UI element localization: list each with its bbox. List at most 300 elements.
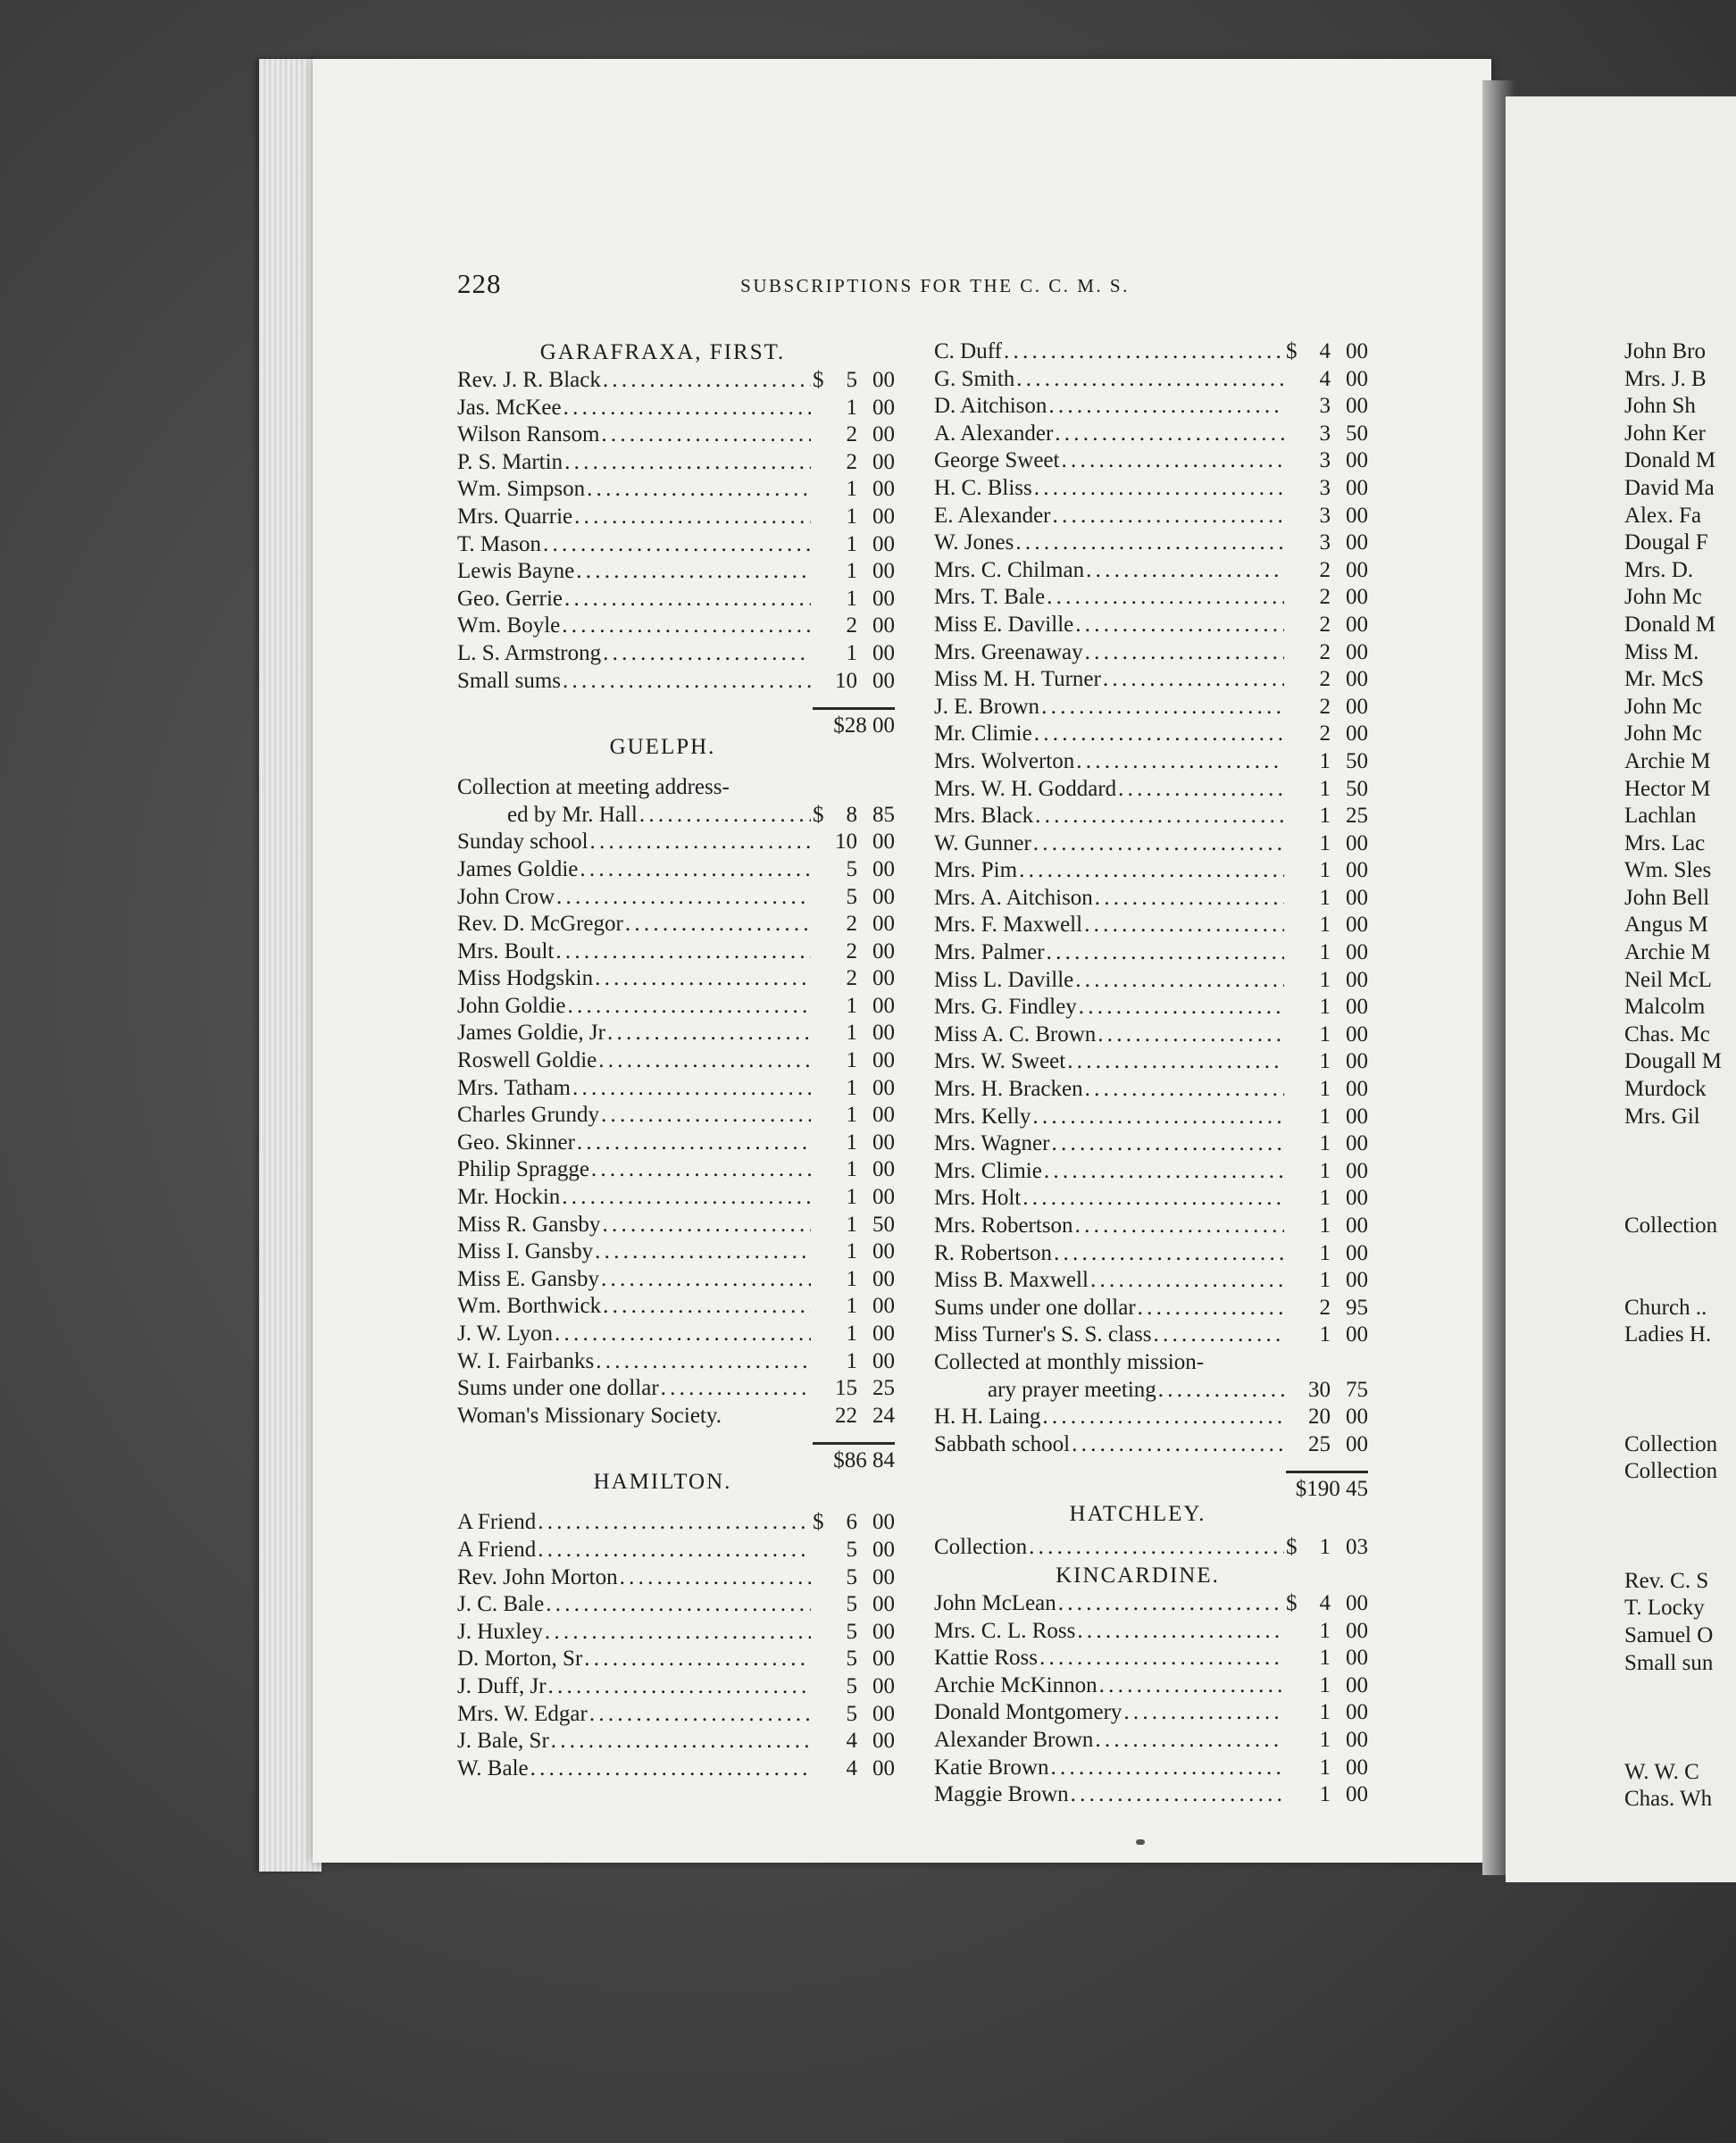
fragment-line: Mrs. D. bbox=[1624, 557, 1694, 582]
fragment-line: David Ma bbox=[1624, 475, 1715, 500]
list-item bbox=[457, 1020, 895, 1047]
entry-name: Mrs. Kelly bbox=[934, 1104, 1031, 1129]
entry-name: Donald Montgomery bbox=[934, 1700, 1123, 1725]
entry-name: Mrs. Holt bbox=[934, 1186, 1022, 1211]
entry-amount: 1 00 bbox=[846, 640, 895, 665]
list-item bbox=[934, 776, 1368, 804]
entry-amount: 1 00 bbox=[846, 504, 895, 529]
fragment-line: Chas. Mc bbox=[1624, 1021, 1710, 1046]
entry-amount: 1 00 bbox=[1319, 1755, 1368, 1780]
fragment-block bbox=[1624, 1431, 1736, 1486]
entry-amount: 2 00 bbox=[1319, 612, 1368, 637]
entry-amount: 2 00 bbox=[846, 422, 895, 447]
list-item bbox=[934, 557, 1368, 585]
entry-name: Geo. Skinner bbox=[457, 1130, 575, 1155]
list-item bbox=[457, 504, 895, 531]
list-item bbox=[934, 1021, 1368, 1049]
entry-name: Mrs. H. Bracken bbox=[934, 1077, 1083, 1102]
entry-amount: 1 00 bbox=[1319, 1322, 1368, 1347]
entry-name: Wm. Boyle bbox=[457, 613, 561, 638]
entry-amount: 5 00 bbox=[846, 1647, 895, 1672]
entry-name: E. Alexander bbox=[934, 503, 1051, 528]
list-item bbox=[934, 1185, 1368, 1213]
entry-name: C. Duff bbox=[934, 339, 1002, 363]
fragment-line: Samuel O bbox=[1624, 1622, 1714, 1647]
right-page-fragments bbox=[1624, 338, 1736, 1814]
entry-name: Wm. Borthwick bbox=[457, 1294, 602, 1319]
entry-name: Archie McKinnon bbox=[934, 1672, 1098, 1697]
list-item bbox=[457, 531, 895, 559]
hamilton-continued-list bbox=[934, 338, 1368, 1349]
entry-amount: 1 00 bbox=[846, 1157, 895, 1182]
list-item bbox=[934, 857, 1368, 885]
entry-name: Miss R. Gansby bbox=[457, 1212, 601, 1237]
entry-amount: $ 4 00 bbox=[1286, 1590, 1368, 1615]
entry-amount: 1 00 bbox=[846, 1239, 895, 1264]
dot-leader bbox=[1041, 694, 1284, 721]
entry-amount: 1 00 bbox=[846, 1322, 895, 1346]
entry-name: W. I. Fairbanks bbox=[457, 1348, 595, 1373]
list-item bbox=[934, 1076, 1368, 1104]
fragment-line: Dougal F bbox=[1624, 530, 1708, 555]
list-item bbox=[934, 1781, 1368, 1809]
entry-amount: 30 75 bbox=[1308, 1377, 1368, 1402]
dot-leader bbox=[1118, 776, 1284, 804]
entry-amount: 2 00 bbox=[846, 938, 895, 963]
dot-leader bbox=[546, 1591, 811, 1619]
dot-leader bbox=[1019, 857, 1284, 885]
dot-leader bbox=[564, 586, 811, 613]
list-item bbox=[457, 1673, 895, 1701]
entry-amount: 1 00 bbox=[1319, 940, 1368, 965]
hatchley-list bbox=[934, 1534, 1368, 1562]
entry-amount: 3 00 bbox=[1319, 394, 1368, 419]
list-item bbox=[457, 1646, 895, 1673]
list-item bbox=[457, 911, 895, 938]
entry-name: Rev. John Morton bbox=[457, 1564, 618, 1589]
entry-name: Lewis Bayne bbox=[457, 559, 575, 584]
list-item bbox=[934, 338, 1368, 366]
list-item bbox=[934, 639, 1368, 667]
list-item bbox=[457, 613, 895, 640]
dot-leader bbox=[1054, 1240, 1284, 1268]
dot-leader bbox=[530, 1755, 811, 1783]
entry-amount: $ 1 03 bbox=[1286, 1535, 1368, 1560]
list-item bbox=[934, 1534, 1368, 1562]
entry-amount: 1 00 bbox=[846, 1075, 895, 1100]
entry-name: Miss Turner's S. S. class bbox=[934, 1322, 1152, 1347]
entry-amount: 22 24 bbox=[835, 1403, 895, 1428]
entry-name: Charles Grundy bbox=[457, 1103, 599, 1128]
entry-name: H. C. Bliss bbox=[934, 475, 1032, 500]
entry-amount: $ 6 00 bbox=[813, 1510, 895, 1535]
dot-leader bbox=[538, 1537, 811, 1564]
dot-leader bbox=[1034, 721, 1284, 748]
entry-amount: 1 00 bbox=[846, 1348, 895, 1373]
fragment-line: John Sh bbox=[1624, 394, 1696, 419]
list-item bbox=[934, 1755, 1368, 1782]
entry-name: T. Mason bbox=[457, 531, 541, 556]
dot-leader bbox=[595, 965, 811, 993]
entry-name: James Goldie, Jr bbox=[457, 1021, 605, 1046]
dot-leader bbox=[587, 476, 811, 504]
entry-amount: 5 00 bbox=[846, 1537, 895, 1562]
entry-amount: 1 00 bbox=[1319, 1131, 1368, 1156]
entry-name: Mrs. W. H. Goddard bbox=[934, 776, 1117, 801]
list-item bbox=[457, 1403, 895, 1430]
list-item bbox=[934, 475, 1368, 503]
list-item bbox=[934, 421, 1368, 448]
fragment-block bbox=[1624, 1759, 1736, 1814]
list-item bbox=[457, 1184, 895, 1212]
fragment-line: Donald M bbox=[1624, 612, 1716, 637]
entry-amount: 1 00 bbox=[846, 993, 895, 1018]
entry-amount: 1 00 bbox=[1319, 913, 1368, 938]
list-item bbox=[934, 1404, 1368, 1431]
hamilton-total: $190 45 bbox=[1295, 1477, 1368, 1502]
entry-amount: 1 00 bbox=[1319, 1240, 1368, 1265]
dot-leader bbox=[602, 1212, 811, 1239]
entry-amount: 5 00 bbox=[846, 1673, 895, 1698]
entry-name: Wilson Ransom bbox=[457, 422, 600, 447]
entry-amount: 1 00 bbox=[846, 559, 895, 584]
dot-leader bbox=[580, 856, 811, 884]
list-item bbox=[934, 912, 1368, 939]
entry-amount: 5 00 bbox=[846, 1701, 895, 1726]
list-item bbox=[934, 1672, 1368, 1700]
list-item bbox=[457, 1321, 895, 1348]
entry-name: D. Morton, Sr bbox=[457, 1647, 583, 1672]
entry-name: John McLean bbox=[934, 1590, 1056, 1615]
dot-leader bbox=[1076, 748, 1284, 776]
entry-name: Mrs. Climie bbox=[934, 1158, 1042, 1183]
fragment-line: Mrs. J. B bbox=[1624, 366, 1707, 391]
dot-leader bbox=[1022, 1185, 1284, 1213]
fragment-line: Archie M bbox=[1624, 748, 1711, 773]
dot-leader bbox=[584, 1646, 811, 1673]
entry-name: Mrs. C. Chilman bbox=[934, 557, 1085, 582]
dot-leader bbox=[568, 993, 811, 1021]
entry-name: Collection bbox=[934, 1535, 1028, 1560]
fragment-line: Murdock bbox=[1624, 1077, 1707, 1102]
dot-leader bbox=[1153, 1322, 1284, 1349]
entry-amount: 1 00 bbox=[846, 1294, 895, 1319]
entry-amount: 1 00 bbox=[1319, 1618, 1368, 1643]
list-item bbox=[934, 1590, 1368, 1618]
entry-amount: 1 00 bbox=[846, 586, 895, 611]
list-item bbox=[457, 774, 895, 802]
list-item bbox=[934, 1240, 1368, 1268]
list-item bbox=[457, 1238, 895, 1266]
dot-leader bbox=[601, 421, 811, 449]
entry-amount: 1 50 bbox=[1319, 776, 1368, 801]
entry-amount: 2 95 bbox=[1319, 1295, 1368, 1320]
entry-name: John Goldie bbox=[457, 993, 566, 1018]
list-item bbox=[934, 1699, 1368, 1727]
list-item bbox=[934, 939, 1368, 967]
list-item bbox=[934, 666, 1368, 694]
list-item bbox=[457, 1375, 895, 1403]
entry-amount: 2 00 bbox=[1319, 585, 1368, 610]
fragment-line: John Mc bbox=[1624, 721, 1702, 746]
fragment-line: Chas. Wh bbox=[1624, 1787, 1713, 1812]
entry-name: Mrs. Wagner bbox=[934, 1131, 1050, 1156]
list-item bbox=[457, 938, 895, 966]
entry-amount: 1 00 bbox=[1319, 1727, 1368, 1752]
entry-name: A. Alexander bbox=[934, 421, 1054, 446]
entry-name: J. Bale, Sr bbox=[457, 1729, 549, 1754]
entry-name: Mrs. A. Aitchison bbox=[934, 885, 1093, 910]
dot-leader bbox=[1086, 557, 1284, 585]
list-item bbox=[934, 885, 1368, 913]
entry-name: Sums under one dollar bbox=[457, 1376, 659, 1401]
dot-leader bbox=[1158, 1377, 1284, 1405]
entry-name: Maggie Brown bbox=[934, 1782, 1069, 1807]
fragment-line: Miss M. bbox=[1624, 639, 1699, 664]
dot-leader bbox=[577, 1130, 811, 1157]
entry-amount: 1 00 bbox=[1319, 995, 1368, 1020]
dot-leader bbox=[603, 640, 811, 668]
entry-name: Jas. McKee bbox=[457, 395, 562, 420]
fragment-line: Neil McL bbox=[1624, 967, 1712, 992]
entry-amount: 2 00 bbox=[1319, 694, 1368, 719]
entry-name: Mrs. Black bbox=[934, 804, 1034, 829]
hamilton-tail-list bbox=[934, 1404, 1368, 1458]
dot-leader bbox=[562, 1184, 811, 1212]
list-item bbox=[457, 1755, 895, 1783]
dot-leader bbox=[625, 911, 811, 938]
fragment-line: Archie M bbox=[1624, 940, 1711, 965]
entry-amount: 1 00 bbox=[1319, 1104, 1368, 1129]
entry-name: Katie Brown bbox=[934, 1755, 1049, 1780]
dot-leader bbox=[1123, 1699, 1284, 1727]
dot-leader bbox=[1004, 338, 1284, 366]
list-item bbox=[457, 395, 895, 422]
entry-name: Mrs. G. Findley bbox=[934, 995, 1077, 1020]
fragment-line: Dougall M bbox=[1624, 1049, 1723, 1074]
section-heading-garafraxa: GARAFRAXA, FIRST. bbox=[539, 340, 786, 364]
fragment-line: John Mc bbox=[1624, 585, 1702, 610]
entry-name: L. S. Armstrong bbox=[457, 640, 602, 665]
dot-leader bbox=[563, 395, 811, 422]
dot-leader bbox=[601, 1266, 811, 1294]
dot-leader bbox=[1077, 1618, 1284, 1646]
fragment-line: Mrs. Lac bbox=[1624, 830, 1706, 855]
list-item bbox=[934, 721, 1368, 748]
entry-amount: 5 00 bbox=[846, 1619, 895, 1644]
dot-leader bbox=[1071, 1781, 1284, 1809]
entry-amount: 1 00 bbox=[1319, 858, 1368, 883]
list-item bbox=[457, 1701, 895, 1729]
dot-leader bbox=[1075, 967, 1284, 995]
column-a bbox=[457, 338, 895, 1782]
entry-amount: 1 00 bbox=[846, 1103, 895, 1128]
list-item bbox=[457, 1564, 895, 1592]
entry-name: Mrs. W. Sweet bbox=[934, 1049, 1066, 1074]
entry-name: Mrs. W. Edgar bbox=[457, 1701, 588, 1726]
entry-amount: 1 00 bbox=[1319, 830, 1368, 855]
entry-amount: 3 00 bbox=[1319, 448, 1368, 473]
entry-name: James Goldie bbox=[457, 856, 579, 881]
list-item bbox=[457, 1212, 895, 1239]
dot-leader bbox=[555, 938, 811, 966]
entry-name: Alexander Brown bbox=[934, 1727, 1094, 1752]
fragment-line: Donald M bbox=[1624, 448, 1716, 473]
entry-amount: $ 4 00 bbox=[1286, 339, 1368, 363]
entry-name: Mrs. Tatham bbox=[457, 1075, 571, 1100]
list-item bbox=[457, 1293, 895, 1321]
fragment-line: Malcolm bbox=[1624, 995, 1706, 1020]
list-item bbox=[457, 829, 895, 856]
dot-leader bbox=[1034, 475, 1284, 503]
entry-amount: 3 00 bbox=[1319, 530, 1368, 555]
entry-amount: 3 00 bbox=[1319, 503, 1368, 528]
list-item bbox=[457, 856, 895, 884]
entry-amount: 2 00 bbox=[846, 966, 895, 991]
list-item bbox=[457, 1102, 895, 1130]
list-item bbox=[934, 1727, 1368, 1755]
fragment-line: Church .. bbox=[1624, 1295, 1707, 1320]
entry-amount: 1 00 bbox=[1319, 1268, 1368, 1293]
dot-leader bbox=[1016, 366, 1284, 394]
list-item bbox=[457, 1130, 895, 1157]
section-heading-hatchley: HATCHLEY. bbox=[1069, 1502, 1206, 1527]
entry-name: ary prayer meeting bbox=[988, 1377, 1156, 1402]
dot-leader bbox=[607, 1020, 811, 1047]
fragment-line: John Mc bbox=[1624, 694, 1702, 719]
entry-name: Small sums bbox=[457, 668, 561, 693]
list-item bbox=[934, 584, 1368, 612]
entry-name: Mrs. Robertson bbox=[934, 1213, 1073, 1238]
running-title: SUBSCRIPTIONS FOR THE C. C. M. S. bbox=[740, 275, 1130, 296]
page-number: 228 bbox=[457, 268, 502, 299]
fragment-block bbox=[1624, 1568, 1736, 1677]
entry-amount: 10 00 bbox=[835, 830, 895, 855]
entry-amount: 1 00 bbox=[1319, 1186, 1368, 1211]
dot-leader bbox=[556, 884, 811, 912]
list-item bbox=[934, 803, 1368, 830]
dot-leader bbox=[595, 1238, 811, 1266]
list-item bbox=[934, 1295, 1368, 1322]
fragment-line: Ladies H. bbox=[1624, 1322, 1712, 1347]
scan-speck bbox=[1136, 1839, 1145, 1845]
entry-name: Sums under one dollar bbox=[934, 1295, 1136, 1320]
entry-name: R. Robertson bbox=[934, 1240, 1052, 1265]
dot-leader bbox=[1050, 1755, 1284, 1782]
dot-leader bbox=[1048, 393, 1284, 421]
entry-amount: $ 8 85 bbox=[813, 802, 895, 827]
dot-leader bbox=[661, 1375, 811, 1403]
entry-name: Mrs. Palmer bbox=[934, 940, 1045, 965]
list-item bbox=[457, 1728, 895, 1755]
fragment-block bbox=[1624, 1213, 1736, 1240]
fragment-line: T. Locky bbox=[1624, 1596, 1705, 1621]
entry-amount: 1 00 bbox=[1319, 1049, 1368, 1074]
list-item bbox=[934, 1267, 1368, 1295]
dot-leader bbox=[1099, 1672, 1284, 1700]
entry-name: J. Duff, Jr bbox=[457, 1673, 547, 1698]
list-item bbox=[934, 529, 1368, 557]
entry-name: Woman's Missionary Society. bbox=[457, 1403, 722, 1428]
dot-leader bbox=[545, 1619, 811, 1647]
entry-name: ed by Mr. Hall bbox=[507, 802, 638, 827]
list-item bbox=[934, 1048, 1368, 1076]
list-item bbox=[457, 1591, 895, 1619]
entry-amount: 2 00 bbox=[1319, 667, 1368, 692]
hamilton-list bbox=[457, 1509, 895, 1782]
dot-leader bbox=[551, 1728, 811, 1755]
entry-amount: 1 00 bbox=[1319, 885, 1368, 910]
dot-leader bbox=[1055, 421, 1284, 448]
entry-name: Miss B. Maxwell bbox=[934, 1268, 1089, 1293]
entry-name: Wm. Simpson bbox=[457, 477, 586, 502]
entry-amount: 1 00 bbox=[846, 1048, 895, 1073]
column-b bbox=[934, 338, 1368, 1809]
list-item bbox=[457, 1156, 895, 1184]
list-item bbox=[934, 1645, 1368, 1672]
dot-leader bbox=[564, 449, 811, 477]
entry-amount: 1 50 bbox=[846, 1212, 895, 1237]
dot-leader bbox=[576, 558, 811, 586]
fragment-line: Rev. C. S bbox=[1624, 1568, 1709, 1593]
dot-leader bbox=[1085, 639, 1284, 667]
entry-name: A Friend bbox=[457, 1510, 537, 1535]
list-item bbox=[457, 1075, 895, 1103]
dot-leader bbox=[1138, 1295, 1284, 1322]
entry-amount: 2 00 bbox=[1319, 557, 1368, 582]
fragment-line: Wm. Sles bbox=[1624, 858, 1712, 883]
dot-leader bbox=[538, 1509, 811, 1537]
list-item bbox=[934, 1130, 1368, 1158]
entry-amount: 1 00 bbox=[1319, 1646, 1368, 1671]
dot-leader bbox=[1039, 1645, 1284, 1672]
list-item bbox=[457, 1537, 895, 1564]
list-item bbox=[934, 612, 1368, 639]
entry-amount: 1 00 bbox=[846, 395, 895, 420]
dot-leader bbox=[1035, 803, 1284, 830]
list-item bbox=[934, 1349, 1368, 1377]
list-item bbox=[457, 1509, 895, 1537]
entry-amount: $ 5 00 bbox=[813, 368, 895, 392]
garafraxa-list bbox=[457, 367, 895, 695]
entry-name: Mrs. F. Maxwell bbox=[934, 913, 1083, 938]
fragment-line: Hector M bbox=[1624, 776, 1711, 801]
fragment-line: Collection bbox=[1624, 1459, 1718, 1484]
list-item bbox=[457, 965, 895, 993]
entry-name: A Friend bbox=[457, 1537, 537, 1562]
dot-leader bbox=[543, 531, 811, 559]
entry-name: H. H. Laing bbox=[934, 1405, 1041, 1430]
entry-amount: 2 00 bbox=[1319, 639, 1368, 664]
entry-amount: 3 50 bbox=[1319, 421, 1368, 446]
kincardine-list bbox=[934, 1590, 1368, 1809]
list-item bbox=[934, 967, 1368, 995]
dot-leader bbox=[596, 1348, 811, 1376]
list-item bbox=[457, 1348, 895, 1376]
entry-name: G. Smith bbox=[934, 366, 1015, 391]
entry-name: Mrs. Greenaway bbox=[934, 639, 1083, 664]
entry-name: Miss A. C. Brown bbox=[934, 1021, 1097, 1046]
entry-name: Mrs. Boult bbox=[457, 938, 555, 963]
dot-leader bbox=[572, 1075, 811, 1103]
fragment-line: John Ker bbox=[1624, 421, 1706, 446]
entry-amount: 2 00 bbox=[846, 912, 895, 937]
list-item bbox=[457, 1047, 895, 1075]
list-item bbox=[934, 1431, 1368, 1459]
entry-amount: 5 00 bbox=[846, 1592, 895, 1617]
dot-leader bbox=[1095, 1727, 1284, 1755]
list-item bbox=[457, 993, 895, 1021]
